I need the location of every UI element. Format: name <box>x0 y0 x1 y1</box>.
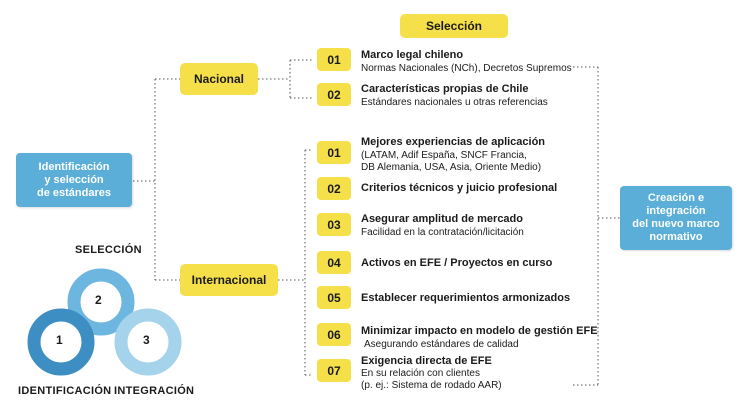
creacion-line-3: del nuevo marco <box>632 218 720 230</box>
item-subtitle: Facilidad en la contratación/licitación <box>361 227 524 238</box>
item-subtitle: Normas Nacionales (NCh), Decretos Supremos <box>361 63 572 74</box>
item-title: Asegurar amplitud de mercado <box>361 213 523 225</box>
item-subtitle: DB Alemania, USA, Asia, Oriente Medio) <box>361 162 542 173</box>
item-number-badge: 02 <box>317 177 351 200</box>
creacion-line-4: normativo <box>649 231 703 243</box>
item-number-badge: 03 <box>317 213 351 236</box>
item-title: Activos en EFE / Proyectos en curso <box>361 257 553 269</box>
item-subtitle: Estándares nacionales u otras referencias <box>361 97 548 108</box>
item-subtitle: (p. ej.: Sistema de rodado AAR) <box>361 380 502 391</box>
cycle-label-identificacion: IDENTIFICACIÓN <box>18 385 112 397</box>
cycle-label-integracion: INTEGRACIÓN <box>114 385 195 397</box>
creacion-line-2: integración <box>646 205 706 217</box>
internacional-label: Internacional <box>191 273 267 287</box>
item-title: Minimizar impacto en modelo de gestión EFE <box>361 325 598 337</box>
item-title: Establecer requerimientos armonizados <box>361 292 571 304</box>
item-number-badge: 05 <box>317 286 351 309</box>
item-title: Exigencia directa de EFE <box>361 355 492 367</box>
nacional-label: Nacional <box>193 72 244 86</box>
item-title: Marco legal chileno <box>361 49 464 61</box>
item-number-badge: 01 <box>317 141 351 164</box>
seleccion-header-label: Selección <box>425 19 483 33</box>
cycle-label-seleccion: SELECCIÓN <box>75 244 142 256</box>
item-subtitle: En su relación con clientes <box>361 368 480 379</box>
item-number-badge: 04 <box>317 251 351 274</box>
item-number-badge: 01 <box>317 48 351 71</box>
identificacion-line-1: Identificación <box>38 160 110 173</box>
cycle-number-1: 1 <box>56 333 63 347</box>
item-title: Características propias de Chile <box>361 83 529 95</box>
item-title: Mejores experiencias de aplicación <box>361 136 546 148</box>
cycle-number-2: 2 <box>95 293 102 307</box>
item-subtitle: Asegurando estándares de calidad <box>364 339 519 350</box>
creacion-line-1: Creación e <box>647 192 705 204</box>
item-number-badge: 07 <box>317 359 351 382</box>
identificacion-line-3: de estándares <box>37 186 111 199</box>
item-title: Criterios técnicos y juicio profesional <box>361 182 558 194</box>
identificacion-line-2: y selección <box>44 173 104 186</box>
item-subtitle: (LATAM, Adif España, SNCF Francia, <box>361 150 527 161</box>
item-number-badge: 02 <box>317 83 351 106</box>
cycle-number-3: 3 <box>143 333 150 347</box>
item-number-badge: 06 <box>317 323 351 346</box>
